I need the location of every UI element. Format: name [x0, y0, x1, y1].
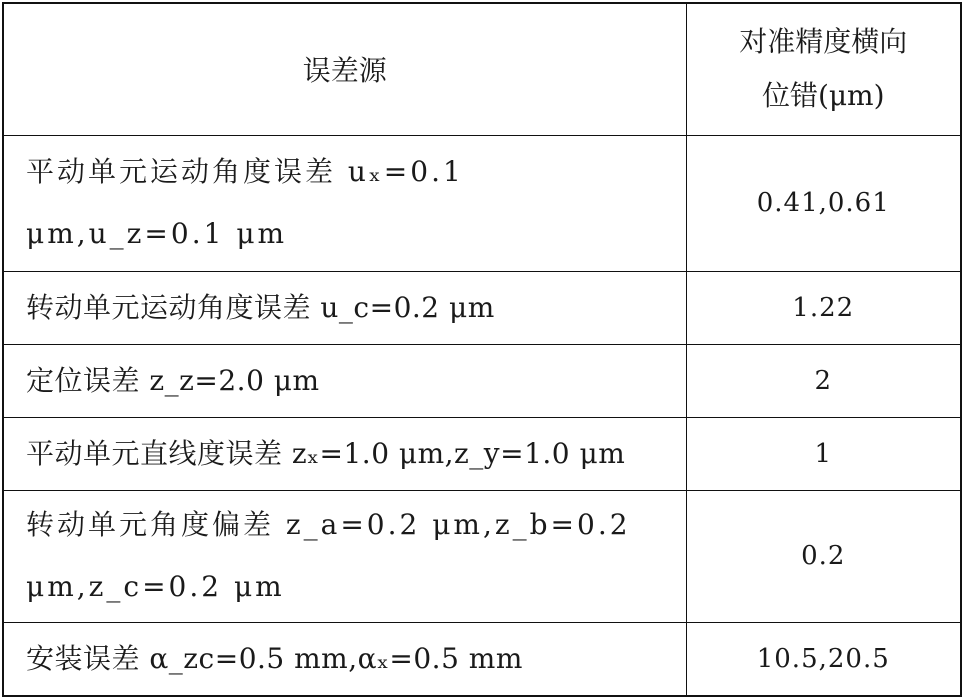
table-row — [3, 622, 961, 696]
table-row — [3, 417, 961, 490]
offset-value-cell: 0.2 — [686, 490, 961, 622]
error-source-cell: 平动单元直线度误差 zₓ=1.0 μm,z_y=1.0 μm — [3, 417, 686, 490]
offset-value-cell: 2 — [686, 344, 961, 417]
offset-value-cell: 1.22 — [686, 271, 961, 344]
header-alignment-offset-line1: 对准精度横向 — [739, 25, 908, 59]
offset-value-cell: 1 — [686, 417, 961, 490]
offset-value-cell: 0.41,0.61 — [686, 135, 961, 271]
error-source-cell: 平动单元运动角度误差 uₓ=0.1 μm,u_z=0.1 μm — [3, 135, 686, 271]
header-alignment-offset — [686, 3, 961, 135]
offset-value-cell: 10.5,20.5 — [686, 622, 961, 696]
error-source-cell: 转动单元角度偏差 z_a=0.2 μm,z_b=0.2 μm,z_c=0.2 μm — [3, 490, 686, 622]
table-row — [3, 490, 961, 622]
table-header-row — [3, 3, 961, 135]
table-row — [3, 344, 961, 417]
header-alignment-offset-line2: 位错(μm) — [761, 79, 885, 113]
error-source-table — [2, 2, 962, 697]
error-source-cell: 转动单元运动角度误差 u_c=0.2 μm — [3, 271, 686, 344]
error-source-cell: 安装误差 α_zc=0.5 mm,αₓ=0.5 mm — [3, 622, 686, 696]
error-source-cell: 定位误差 z_z=2.0 μm — [3, 344, 686, 417]
table-row — [3, 271, 961, 344]
header-error-source: 误差源 — [3, 3, 686, 135]
table-row — [3, 135, 961, 271]
